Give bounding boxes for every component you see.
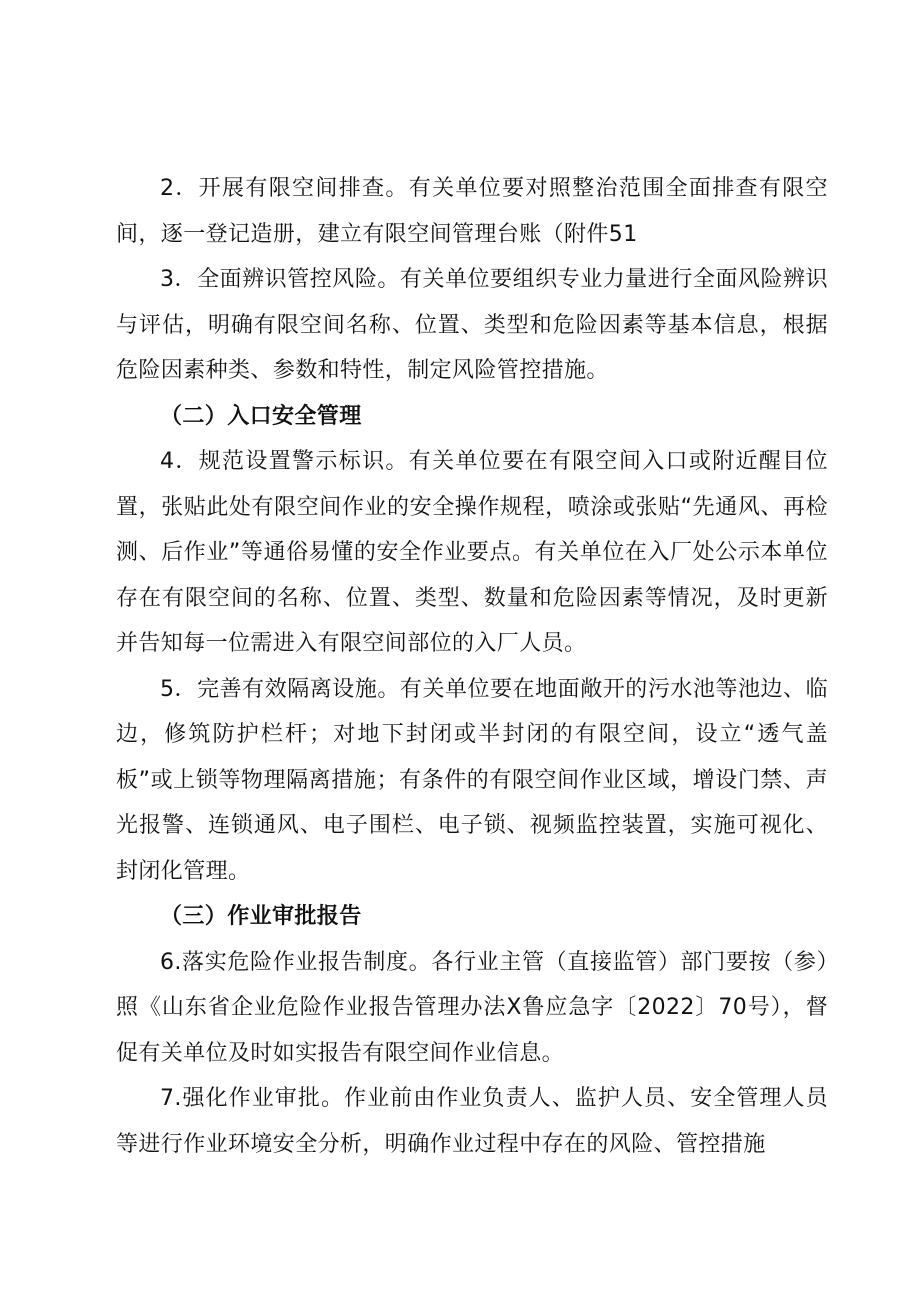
paragraph-item-7: 7.强化作业审批。作业前由作业负责人、监护人员、安全管理人员等进行作业环境安全分析，明确作业过程中存在的风险、管控措施 [116, 1086, 828, 1157]
section-heading-entrance-safety: （二）入口安全管理 [160, 403, 362, 429]
paragraph-item-5: 5．完善有效隔离设施。有关单位要在地面敞开的污水池等池边、临边，修筑防护栏杆；对地下封闭或半封闭的有限空间，设立“透气盖板”或上锁等物理隔离措施；有条件的有限空间作业区域，增设门禁、声光报警、连锁通风、电子围栏、电子锁、视频监控装置，实施可视化、封闭化管理。 [116, 676, 828, 884]
document-body [116, 166, 828, 1167]
paragraph-item-3: 3．全面辨识管控风险。有关单位要组织专业力量进行全面风险辨识与评估，明确有限空间名称、位置、类型和危险因素等基本信息，根据危险因素种类、参数和特性，制定风险管控措施。 [116, 267, 828, 383]
section-heading-work-approval: （三）作业审批报告 [160, 904, 362, 929]
paragraph-item-2: 2．开展有限空间排查。有关单位要对照整治范围全面排查有限空间，逐一登记造册，建立有限空间管理台账（附件51 [116, 176, 828, 247]
paragraph-item-4: 4．规范设置警示标识。有关单位要在有限空间入口或附近醒目位置，张贴此处有限空间作业的安全操作规程，喷涂或张贴“先通风、再检测、后作业”等通俗易懂的安全作业要点。有关单位在入厂处公示本单位存在有限空间的名称、位置、类型、数量和危险因素等情况，及时更新并告知每一位需进入有限空间部位的入厂人员。 [116, 449, 828, 656]
paragraph-item-6: 6.落实危险作业报告制度。各行业主管（直接监管）部门要按（参）照《山东省企业危险作业报告管理办法X鲁应急字〔2022〕70号），督促有关单位及时如实报告有限空间作业信息。 [116, 949, 828, 1066]
